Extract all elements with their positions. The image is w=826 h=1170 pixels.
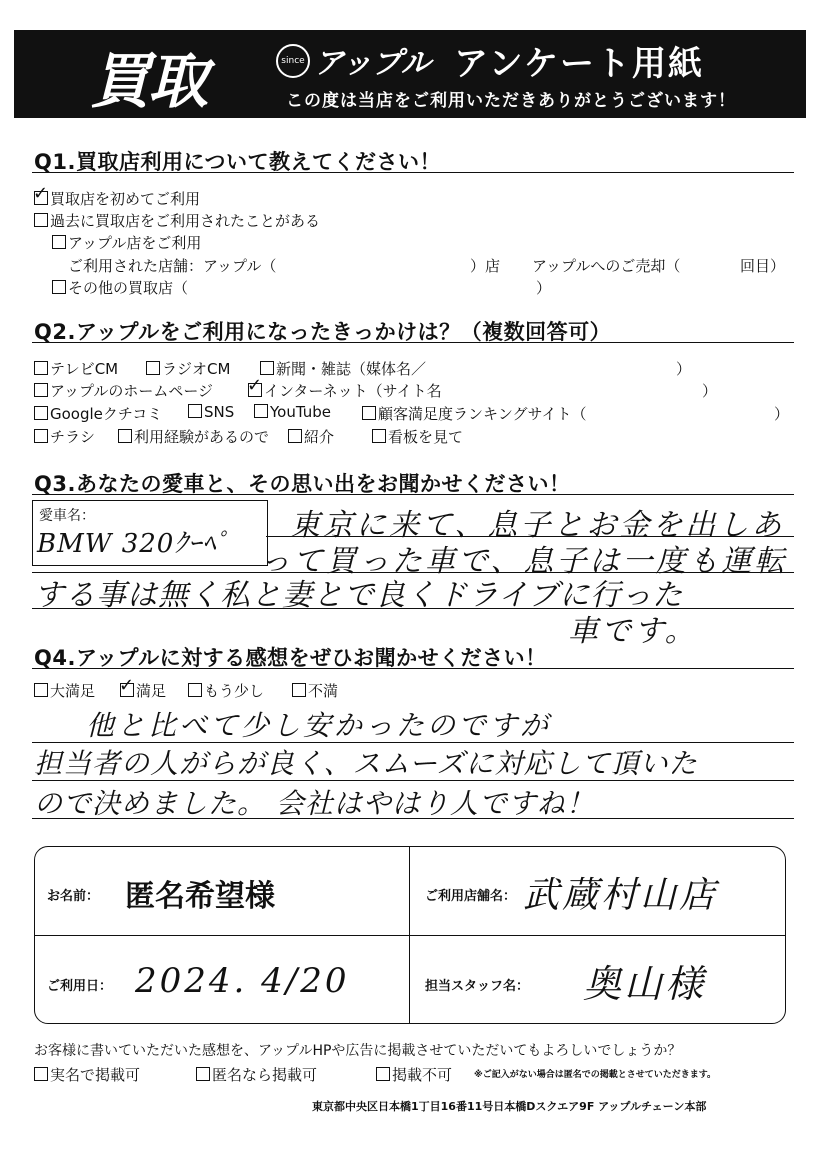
option-label: アップルのホームページ [50, 382, 214, 400]
option-label: 紹介 [304, 428, 335, 446]
memory-line-1: 東京に来て、息子とお金を出しあ [290, 508, 785, 543]
form-subtitle: この度は当店をご利用いただきありがとうございます！ [286, 91, 736, 111]
option-label: もう少し [204, 682, 265, 700]
option-label: その他の買取店（ [68, 279, 189, 297]
q2-row1-close: ） [676, 360, 692, 378]
q4-option-so-so[interactable] [188, 680, 264, 701]
kaitori-kanji: 買取 [90, 47, 206, 117]
q3-heading: Q3.あなたの愛車と、その思い出をお聞かせください！ [34, 472, 571, 496]
q4-option-satisfied[interactable] [120, 680, 166, 701]
checkbox-icon[interactable] [34, 683, 48, 697]
q1-option-other-store[interactable] [52, 277, 188, 298]
store-value[interactable]: 武蔵村山店 [523, 875, 719, 916]
car-name-label: 愛車名： [39, 508, 95, 524]
q1-store-suffix: ）店 [470, 257, 501, 275]
consent-option-not-allowed[interactable] [376, 1064, 452, 1085]
checkbox-icon[interactable] [34, 191, 48, 205]
q2-option-referral[interactable] [288, 426, 334, 447]
checkbox-icon[interactable] [288, 429, 302, 443]
q2-heading: Q2.アップルをご利用になったきっかけは？（複数回答可） [34, 320, 612, 344]
option-label: 掲載不可 [392, 1066, 453, 1084]
car-name-box[interactable] [32, 500, 268, 566]
checkbox-icon[interactable] [34, 213, 48, 227]
checkbox-icon[interactable] [34, 1067, 48, 1081]
name-label: お名前： [47, 889, 100, 904]
q2-row3-close: ） [774, 405, 790, 423]
checkbox-icon[interactable] [34, 383, 48, 397]
option-label: 大満足 [50, 682, 96, 700]
option-label: 過去に買取店をご利用されたことがある [50, 212, 321, 230]
checkbox-icon[interactable] [248, 383, 262, 397]
store-label: ご利用店舗名： [425, 889, 517, 904]
checkbox-icon[interactable] [52, 235, 66, 249]
checkbox-icon[interactable] [372, 429, 386, 443]
q2-option-tv[interactable] [34, 358, 118, 379]
option-label: SNS [204, 403, 235, 421]
q2-option-newspaper[interactable] [260, 358, 426, 379]
checkbox-icon[interactable] [146, 361, 160, 375]
option-label: チラシ [50, 428, 96, 446]
option-label: 新聞・雑誌（媒体名／ [276, 360, 427, 378]
q2-option-google[interactable] [34, 403, 162, 424]
customer-info-box [34, 846, 786, 1024]
consent-option-anonymous[interactable] [196, 1064, 317, 1085]
checkbox-icon[interactable] [120, 683, 134, 697]
checkbox-icon[interactable] [34, 406, 48, 420]
option-label: 看板を見て [388, 428, 464, 446]
q4-underline [32, 668, 794, 669]
option-label: 買取店を初めてご利用 [50, 190, 201, 208]
option-label: ラジオCM [162, 360, 231, 378]
q2-row2-close: ） [702, 382, 718, 400]
comment-rule-2 [32, 780, 794, 781]
checkbox-icon[interactable] [34, 361, 48, 375]
consent-option-real-name[interactable] [34, 1064, 140, 1085]
option-label: 顧客満足度ランキングサイト（ [378, 405, 587, 423]
q1-sell-count-suffix: 回目） [740, 257, 786, 275]
staff-value[interactable]: 奥山様 [583, 962, 707, 1006]
option-label: 実名で掲載可 [50, 1066, 141, 1084]
checkbox-icon[interactable] [292, 683, 306, 697]
consent-question: お客様に書いていただいた感想を、アップルHPや広告に掲載させていただいてもよろしいでしょうか？ [34, 1043, 682, 1059]
q2-option-radio[interactable] [146, 358, 230, 379]
checkbox-icon[interactable] [196, 1067, 210, 1081]
apple-logo-text: アップル [314, 46, 431, 81]
option-label: テレビCM [50, 360, 119, 378]
checkbox-icon[interactable] [376, 1067, 390, 1081]
option-label: 満足 [136, 682, 167, 700]
q2-option-flyer[interactable] [34, 426, 95, 447]
q1-option-apple-store[interactable] [52, 232, 201, 253]
q2-option-sns[interactable] [188, 403, 234, 421]
checkbox-icon[interactable] [254, 404, 268, 418]
q2-option-signboard[interactable] [372, 426, 463, 447]
checkbox-icon[interactable] [362, 406, 376, 420]
q1-option-used-before[interactable] [34, 210, 320, 231]
date-label: ご利用日： [47, 979, 113, 994]
date-value[interactable]: 2024. 4/20 [135, 961, 350, 1001]
q1-store-line: ご利用された店舗：アップル（ [68, 257, 277, 275]
name-value[interactable]: 匿名希望様 [125, 879, 275, 914]
option-label: 不満 [308, 682, 339, 700]
checkbox-icon[interactable] [188, 683, 202, 697]
footer-address: 東京都中央区日本橋1丁目16番11号日本橋Dスクエア9F アップルチェーン本部 [312, 1100, 707, 1113]
q4-option-unsatisfied[interactable] [292, 680, 338, 701]
q2-underline [32, 342, 794, 343]
q1-heading: Q1.買取店利用について教えてください！ [34, 150, 442, 174]
q2-option-internet[interactable] [248, 380, 442, 401]
memory-line-2: って買った車で、息子は一度も運転 [260, 544, 788, 579]
q1-sell-count-label: アップルへのご売却（ [532, 257, 681, 275]
header-banner [14, 30, 806, 118]
info-divider-horizontal [35, 935, 785, 936]
memory-line-4: 車です。 [568, 614, 698, 649]
checkbox-icon[interactable] [118, 429, 132, 443]
q4-option-very-satisfied[interactable] [34, 680, 95, 701]
q2-option-youtube[interactable] [254, 403, 331, 421]
option-label: 利用経験があるので [134, 428, 270, 446]
info-divider-vertical [409, 847, 410, 1023]
q2-option-homepage[interactable] [34, 380, 213, 401]
comment-line-3: ので決めました。 会社はやはり人ですね！ [34, 787, 595, 820]
checkbox-icon[interactable] [52, 280, 66, 294]
q1-other-close: ） [536, 279, 552, 297]
checkbox-icon[interactable] [188, 404, 202, 418]
q2-option-experience[interactable] [118, 426, 269, 447]
q4-heading: Q4.アップルに対する感想をぜひお聞かせください！ [34, 646, 547, 670]
option-label: 匿名なら掲載可 [212, 1066, 318, 1084]
option-label: アップル店をご利用 [68, 234, 202, 252]
checkbox-icon[interactable] [260, 361, 274, 375]
consent-note: ※ご記入がない場合は匿名での掲載とさせていただきます。 [474, 1070, 717, 1080]
comment-line-2: 担当者の人がらが良く、スムーズに対応して頂いた [34, 747, 698, 780]
checkbox-icon[interactable] [34, 429, 48, 443]
comment-line-1: 他と比べて少し安かったのですが [86, 709, 552, 742]
apple-logo-icon: since [276, 44, 310, 78]
q1-option-first-time[interactable] [34, 188, 200, 209]
option-label: インターネット（サイト名 [264, 382, 442, 400]
q1-underline [32, 172, 794, 173]
memory-line-3: する事は無く私と妻とで良くドライブに行った [34, 578, 684, 613]
q3-underline [32, 494, 794, 495]
car-name-value: BMW 320ｸｰﾍﾟ [37, 529, 230, 559]
option-label: YouTube [270, 403, 331, 421]
staff-label: 担当スタッフ名： [425, 979, 530, 994]
option-label: Googleクチコミ [50, 405, 163, 423]
form-title: アンケート用紙 [454, 44, 704, 84]
comment-rule-3 [32, 818, 794, 819]
q2-option-ranking[interactable] [362, 403, 587, 424]
